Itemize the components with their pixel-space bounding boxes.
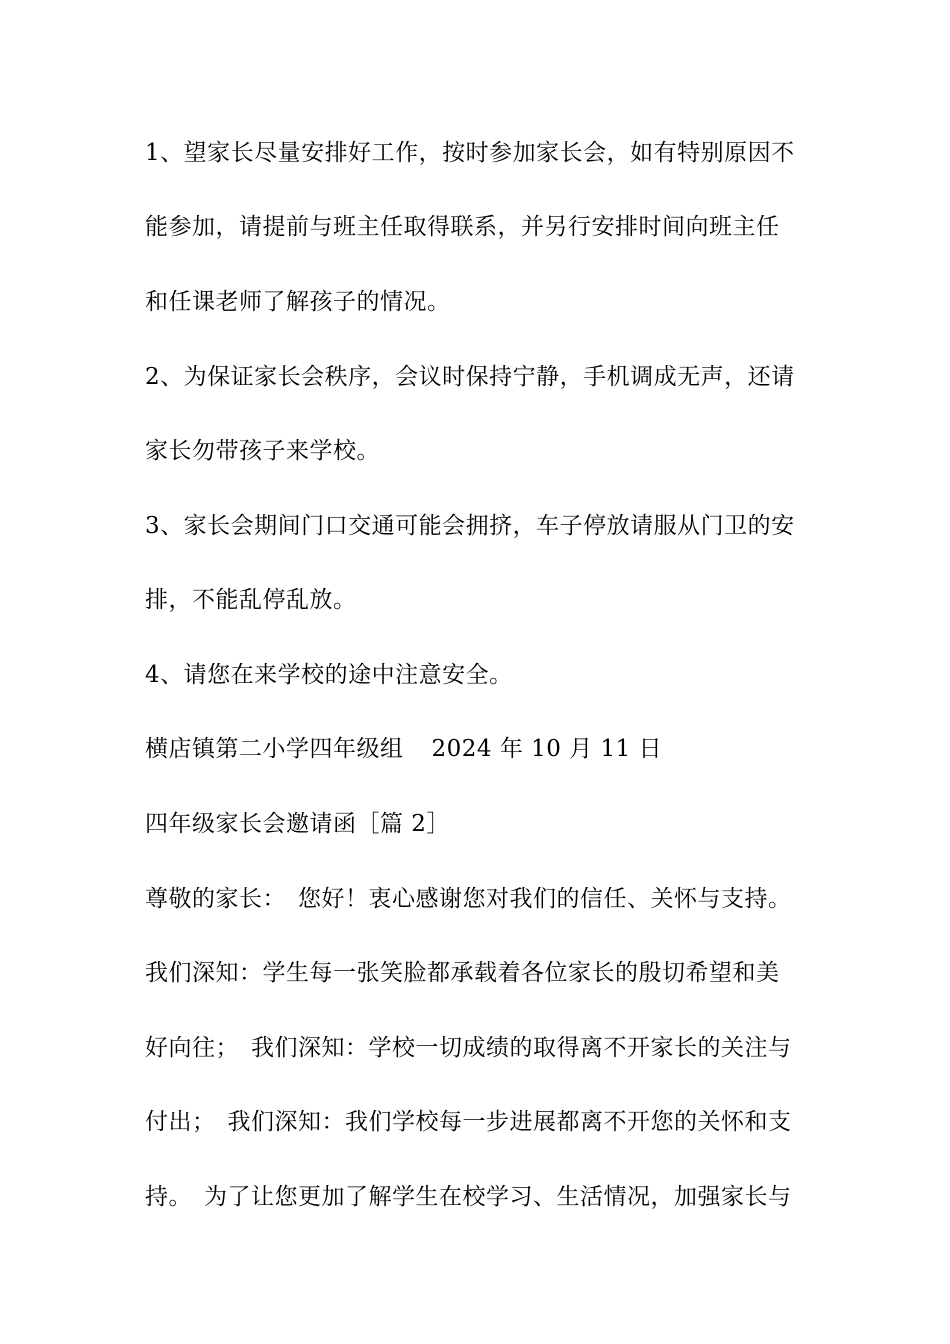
section-title: 四年级家长会邀请函［篇 2］ (145, 811, 450, 837)
notice-line-8: 4、请您在来学校的途中注意安全。 (145, 662, 513, 688)
notice-line-3: 和任课老师了解孩子的情况。 (145, 289, 451, 315)
signature-line (145, 729, 815, 769)
letter-line-3: 好向往； 我们深知：学校一切成绩的取得离不开家长的关注与 (145, 1035, 792, 1061)
letter-line-1: 尊敬的家长： 您好！衷心感谢您对我们的信任、关怀与支持。 (145, 886, 792, 912)
letter-line-4: 付出； 我们深知：我们学校每一步进展都离不开您的关怀和支 (145, 1109, 792, 1135)
letter-line-2: 我们深知：学生每一张笑脸都承载着各位家长的殷切希望和美 (145, 960, 780, 986)
notice-line-6: 3、家长会期间门口交通可能会拥挤，车子停放请服从门卫的安 (145, 513, 795, 539)
letter-line-5: 持。 为了让您更加了解学生在校学习、生活情况，加强家长与 (145, 1184, 792, 1210)
notice-line-4: 2、为保证家长会秩序，会议时保持宁静，手机调成无声，还请 (145, 364, 795, 390)
signature-date: 2024 年 10 月 11 日 (431, 736, 663, 762)
notice-line-5: 家长勿带孩子来学校。 (145, 438, 380, 464)
notice-line-7: 排，不能乱停乱放。 (145, 587, 357, 613)
signature-org: 横店镇第二小学四年级组 (145, 736, 404, 762)
notice-line-1: 1、望家长尽量安排好工作，按时参加家长会，如有特别原因不 (145, 140, 795, 166)
notice-line-2: 能参加，请提前与班主任取得联系，并另行安排时间向班主任 (145, 214, 780, 240)
